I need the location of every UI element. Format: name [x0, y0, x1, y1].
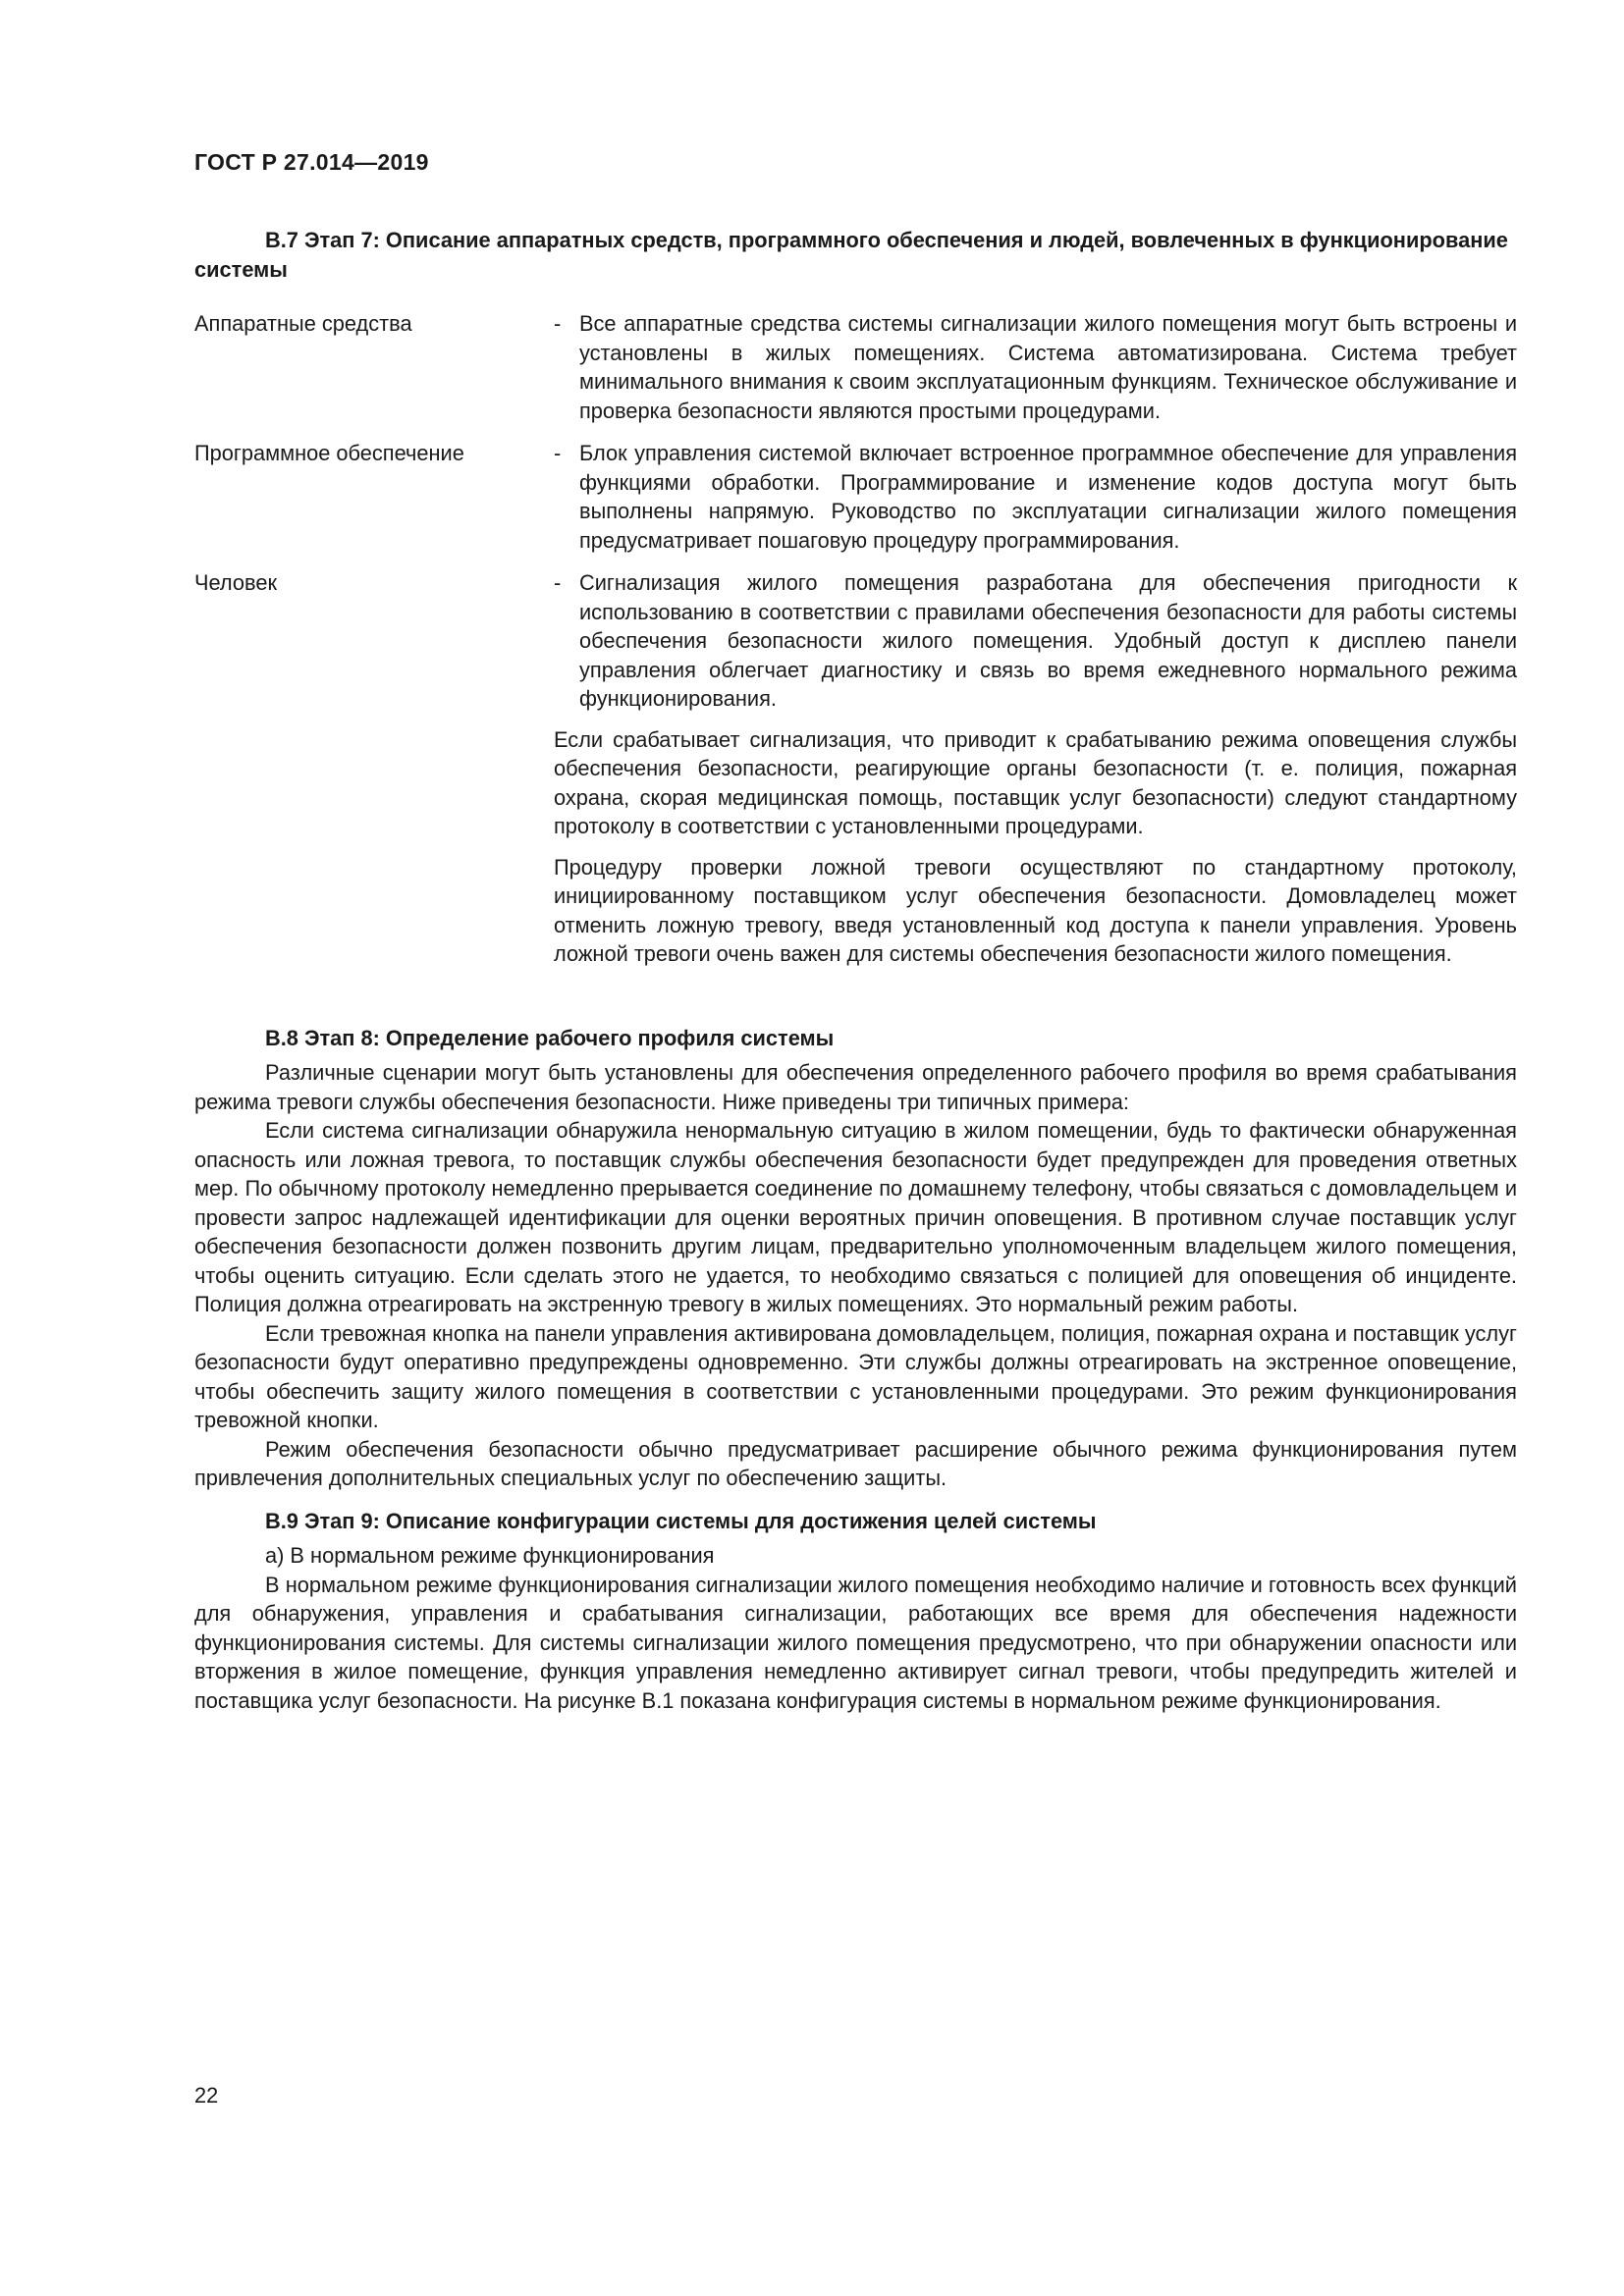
list-dash: - — [554, 441, 562, 465]
b7-row-text: Все аппаратные средства системы сигнализации жилого помещения могут быть встроены и установлены в жилых помещениях. Система автоматизирована. Система требует минимального внимания к своим эксплуатационным функциям. Техническое обслуживание и проверка безопасности являются простыми процедурами. — [579, 311, 1517, 423]
page-number: 22 — [194, 2083, 219, 2108]
b7-human-extra-paragraph: Если срабатывает сигнализация, что приводит к срабатыванию режима оповещения службы обеспечения безопасности, реагирующие органы безопасности (т. е. полиция, пожарная охрана, скорая медицинская помощь, поставщик услуг безопасности) следуют стандартному протоколу в соответствии с установленными процедурами. — [554, 726, 1517, 838]
b7-row-hardware — [194, 309, 1517, 425]
section-b7-title: В.7 Этап 7: Описание аппаратных средств, программного обеспечения и людей, вовлеченных в функционирование системы — [194, 228, 1508, 282]
b8-paragraph: Если система сигнализации обнаружила ненормальную ситуацию в жилом помещении, будь то фактически обнаруженная опасность или ложная тревога, то поставщик службы обеспечения безопасности будет предупрежден для проведения ответных мер. По обычному протоколу немедленно прерывается соединение по домашнему телефону, чтобы связаться с домовладельцем и провести запрос надлежащей идентификации для оценки вероятных причин оповещения. В противном случае поставщик услуг обеспечения безопасности должен позвонить другим лицам, предварительно уполномоченным владельцем жилого помещения, чтобы оценить ситуацию. Если сделать этого не удается, то необходимо связаться с полицией для оповещения об инциденте. Полиция должна отреагировать на экстренную тревогу в жилых помещениях. Это нормальный режим работы. — [194, 1118, 1517, 1316]
section-b9-title: В.9 Этап 9: Описание конфигурации системы для достижения целей системы — [265, 1508, 1097, 1533]
document-header: ГОСТ Р 27.014—2019 — [194, 149, 429, 175]
list-dash: - — [554, 311, 562, 336]
page-content — [194, 226, 1517, 1715]
section-b8-title: В.8 Этап 8: Определение рабочего профиля системы — [265, 1025, 835, 1050]
b8-paragraph: Различные сценарии могут быть установлены для обеспечения определенного рабочего профиля во время срабатывания режима тревоги службы обеспечения безопасности. Ниже приведены три типичных примера: — [194, 1060, 1517, 1114]
b7-row-label: Аппаратные средства — [194, 311, 412, 336]
b7-row-text: Сигнализация жилого помещения разработана для обеспечения пригодности к использованию в соответствии с правилами обеспечения безопасности для работы системы обеспечения безопасности жилого помещения. Удобный доступ к дисплею панели управления облегчает диагностику и связь во время ежедневного нормального режима функционирования. — [579, 570, 1517, 711]
b9-paragraph: В нормальном режиме функционирования сигнализации жилого помещения необходимо наличие и готовность всех функций для обнаружения, управления и срабатывания сигнализации, работающих все время для обеспечения надежности функционирования системы. Для системы сигнализации жилого помещения предусмотрено, что при обнаружении опасности или вторжения в жилое помещение, функция управления немедленно активирует сигнал тревоги, чтобы предупредить жителей и поставщика услуг безопасности. На рисунке В.1 показана конфигурация системы в нормальном режиме функционирования. — [194, 1572, 1517, 1713]
b7-row-human — [194, 568, 1517, 969]
b8-paragraph: Если тревожная кнопка на панели управления активирована домовладельцем, полиция, пожарная охрана и поставщик услуг безопасности будут оперативно предупреждены одновременно. Эти службы должны отреагировать на экстренное оповещение, чтобы обеспечить защиту жилого помещения в соответствии с установленными процедурами. Это режим функционирования тревожной кнопки. — [194, 1320, 1517, 1432]
b7-row-text: Блок управления системой включает встроенное программное обеспечение для управления функциями обработки. Программирование и изменение кодов доступа могут быть выполнены напрямую. Руководство по эксплуатации сигнализации жилого помещения предусматривает пошаговую процедуру программирования. — [579, 441, 1517, 553]
b9-paragraph: а) В нормальном режиме функционирования — [265, 1543, 715, 1568]
b7-row-label: Человек — [194, 570, 278, 595]
b7-row-software — [194, 439, 1517, 555]
b7-row-label: Программное обеспечение — [194, 441, 464, 465]
list-dash: - — [554, 570, 562, 595]
b8-paragraph: Режим обеспечения безопасности обычно предусматривает расширение обычного режима функционирования путем привлечения дополнительных специальных услуг по обеспечению защиты. — [194, 1436, 1517, 1490]
b7-human-extra-paragraph: Процедуру проверки ложной тревоги осуществляют по стандартному протоколу, инициированному поставщиком услуг обеспечения безопасности. Домовладелец может отменить ложную тревогу, введя установленный код доступа к панели управления. Уровень ложной тревоги очень важен для системы обеспечения безопасности жилого помещения. — [554, 854, 1517, 966]
